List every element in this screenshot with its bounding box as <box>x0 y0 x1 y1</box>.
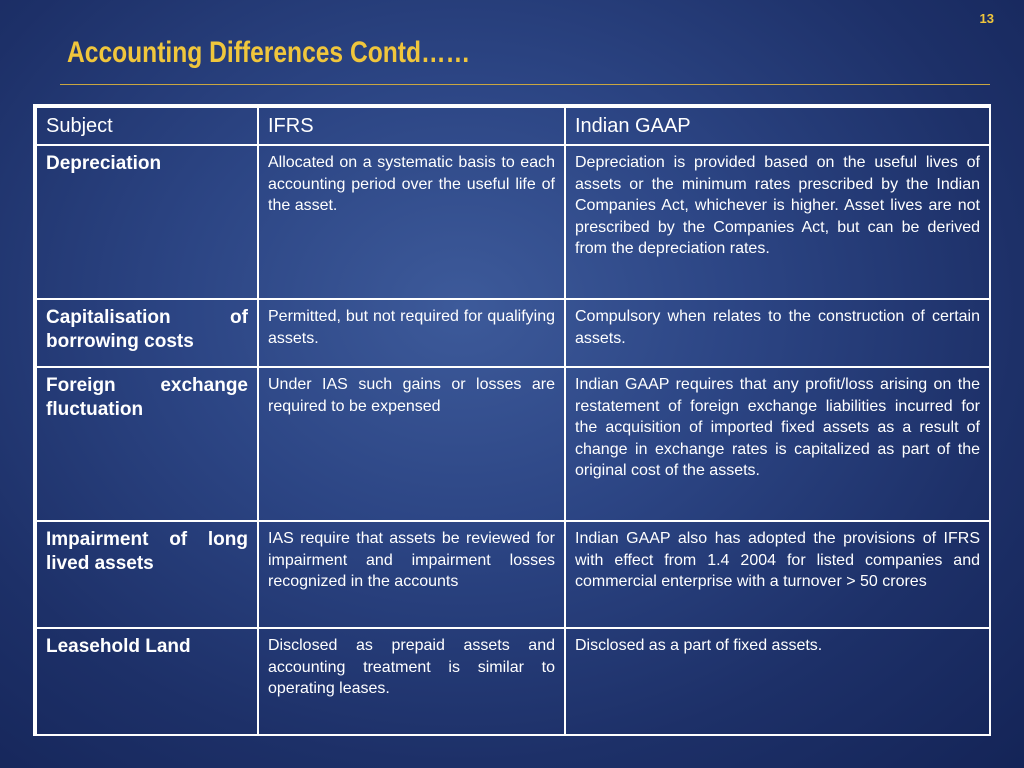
row-ifrs: Under IAS such gains or losses are required to be expensed <box>258 367 565 521</box>
row-indian-gaap: Indian GAAP requires that any profit/loss arising on the restatement of foreign exchange liabilities incurred for the acquisition of imported fixed assets as a result of change in exchange rates is capitalized as part of the original cost of the assets. <box>565 367 990 521</box>
table-row <box>36 299 990 367</box>
row-ifrs: Allocated on a systematic basis to each accounting period over the useful life of the asset. <box>258 145 565 299</box>
slide-number: 13 <box>979 11 994 26</box>
comparison-table <box>33 104 991 736</box>
column-header-indian-gaap: Indian GAAP <box>565 107 990 145</box>
row-subject: Depreciation <box>36 145 258 299</box>
title-divider <box>60 84 990 85</box>
row-indian-gaap: Compulsory when relates to the construction of certain assets. <box>565 299 990 367</box>
table-row <box>36 145 990 299</box>
table-header-row <box>36 107 990 145</box>
column-header-subject: Subject <box>36 107 258 145</box>
row-subject: Capitalisation of borrowing costs <box>36 299 258 367</box>
column-header-ifrs: IFRS <box>258 107 565 145</box>
row-ifrs: Disclosed as prepaid assets and accounting treatment is similar to operating leases. <box>258 628 565 735</box>
table-row <box>36 521 990 628</box>
row-subject: Leasehold Land <box>36 628 258 735</box>
row-subject: Impairment of long lived assets <box>36 521 258 628</box>
row-indian-gaap: Indian GAAP also has adopted the provisions of IFRS with effect from 1.4 2004 for listed companies and commercial enterprise with a turnover > 50 crores <box>565 521 990 628</box>
row-ifrs: Permitted, but not required for qualifying assets. <box>258 299 565 367</box>
row-subject: Foreign exchange fluctuation <box>36 367 258 521</box>
row-ifrs: IAS require that assets be reviewed for impairment and impairment losses recognized in the accounts <box>258 521 565 628</box>
row-indian-gaap: Depreciation is provided based on the useful lives of assets or the minimum rates prescribed by the Indian Companies Act, whichever is higher. Asset lives are not prescribed by the Companies Act, but can be derived from the depreciation rates. <box>565 145 990 299</box>
slide-title: Accounting Differences Contd…… <box>67 36 471 69</box>
table-row <box>36 628 990 735</box>
table-row <box>36 367 990 521</box>
row-indian-gaap: Disclosed as a part of fixed assets. <box>565 628 990 735</box>
